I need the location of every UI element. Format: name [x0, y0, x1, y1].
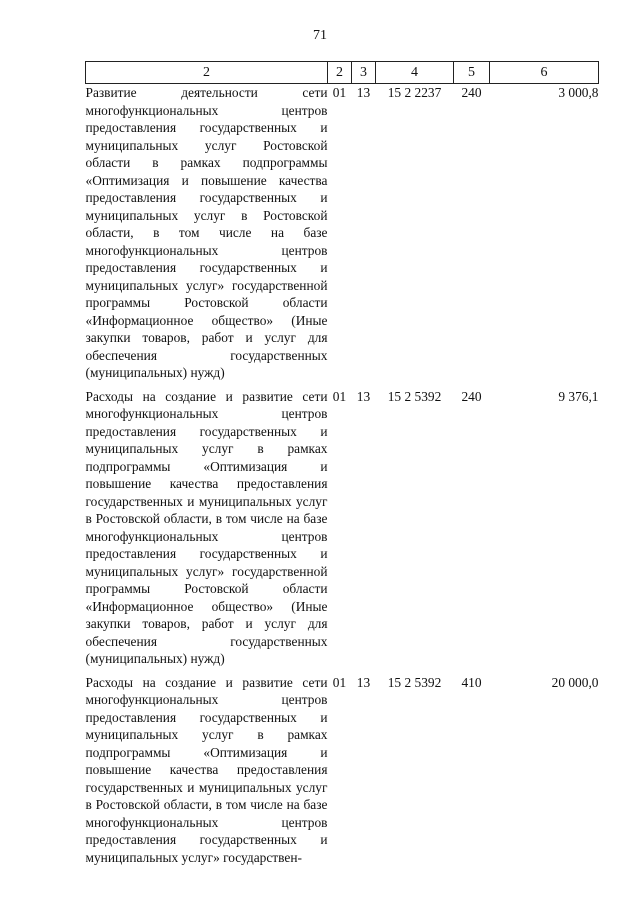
table-row [86, 674, 599, 867]
row-description: Развитие деятельности сети многофункциональных центров предоставления государственных и муниципальных услуг Ростовской области в рамках подпрограммы «Оптимизация и повышение качества предоставления государственных и муниципальных услуг в Ростовской области, в том числе на базе многофункциональных центров предоставления государственных и муниципальных услуг» государственной программы Ростовской области «Информационное общество» (Иные закупки товаров, работ и услуг для обеспечения государственных (муниципальных) нужд) [85, 85, 328, 380]
page-number: 71 [313, 28, 327, 43]
row-pr: 13 [356, 674, 371, 690]
table-row [86, 84, 599, 388]
row-vr: 240 [461, 388, 482, 404]
row-pr: 13 [356, 388, 371, 404]
header-description: 2 [86, 62, 328, 84]
row-amount: 20 000,0 [551, 674, 599, 690]
row-amount: 9 376,1 [558, 388, 599, 404]
row-rz: 01 [332, 674, 347, 690]
row-vr: 240 [461, 85, 482, 100]
row-csr: 15 2 5392 [387, 674, 442, 690]
header-vr: 5 [454, 62, 490, 84]
row-csr: 15 2 5392 [387, 388, 442, 404]
table-header-row [86, 62, 599, 84]
row-rz: 01 [332, 85, 347, 100]
row-csr: 15 2 2237 [387, 85, 442, 100]
header-rz: 2 [328, 62, 352, 84]
row-description: Расходы на создание и развитие сети многофункциональных центров предоставления государственных и муниципальных услуг в рамках подпрограммы «Оптимизация и повышение качества предоставления государственных и муниципальных услуг в Ростовской области, в том числе на базе многофункциональных центров предоставления государственных и муниципальных услуг» государствен- [85, 674, 328, 865]
row-pr: 13 [356, 85, 371, 100]
budget-table [85, 61, 599, 866]
header-pr: 3 [352, 62, 376, 84]
header-amount: 6 [490, 62, 599, 84]
row-amount: 3 000,8 [558, 85, 599, 100]
table-row [86, 388, 599, 674]
row-rz: 01 [332, 388, 347, 404]
row-description: Расходы на создание и развитие сети многофункциональных центров предоставления государственных и муниципальных услуг в рамках подпрограммы «Оптимизация и повышение качества предоставления государственных и муниципальных услуг в Ростовской области, в том числе на базе многофункциональных центров предоставления государственных и муниципальных услуг» государственной программы Ростовской области «Информационное общество» (Иные закупки товаров, работ и услуг для обеспечения государственных (муниципальных) нужд) [85, 388, 328, 666]
row-vr: 410 [461, 674, 482, 690]
header-csr: 4 [376, 62, 454, 84]
